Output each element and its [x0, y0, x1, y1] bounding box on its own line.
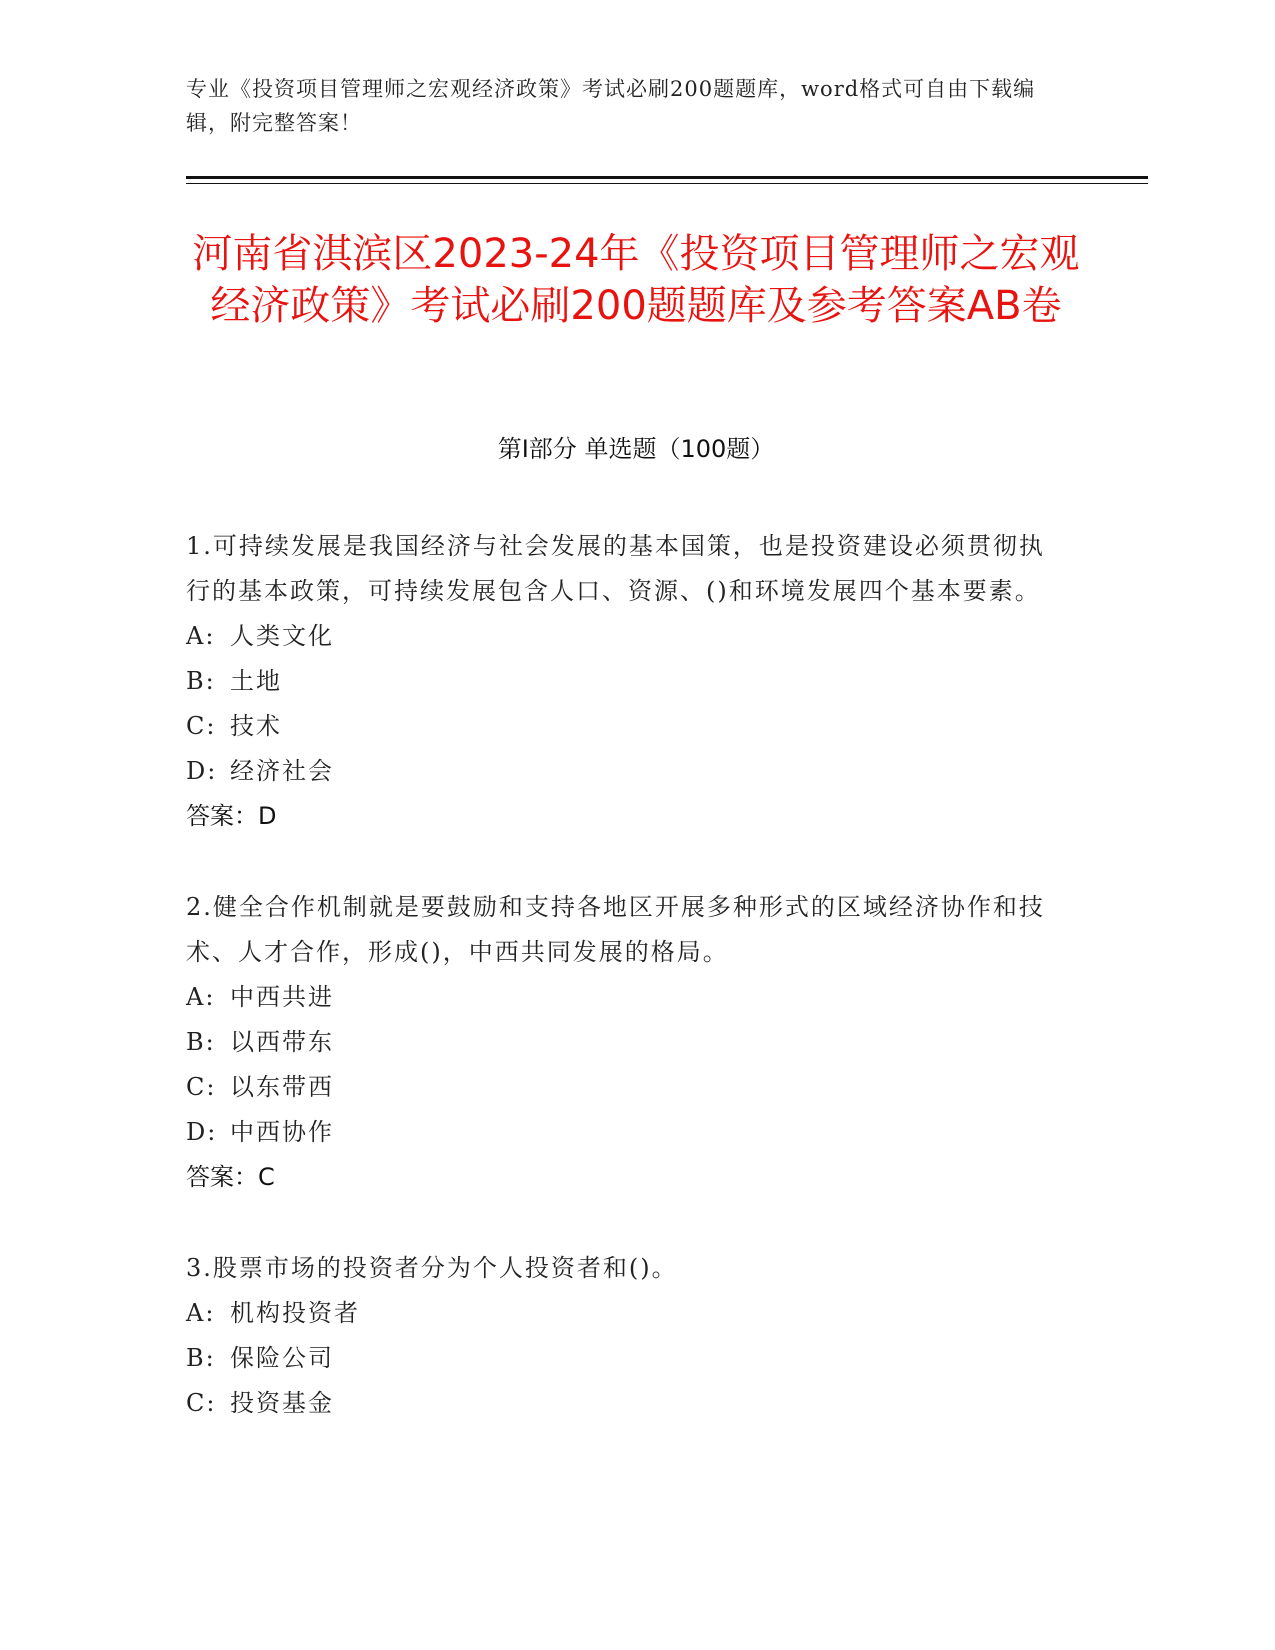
header-divider-thick [186, 176, 1148, 179]
option-a [186, 614, 1066, 659]
option-text: 以东带西 [230, 1073, 334, 1101]
answer-line: 答案：D [186, 802, 277, 830]
header-divider-thin [186, 183, 1148, 184]
option-d [186, 749, 1066, 794]
option-c [186, 1065, 1066, 1110]
question-list [186, 524, 1066, 1472]
option-b [186, 1336, 1066, 1381]
option-text: 土地 [230, 667, 282, 695]
option-text: 中西共进 [230, 983, 334, 1011]
option-text: 以西带东 [230, 1028, 334, 1056]
option-text: 人类文化 [230, 622, 334, 650]
option-text: 保险公司 [230, 1344, 334, 1372]
option-text: 技术 [230, 712, 282, 740]
option-c [186, 704, 1066, 749]
option-text: 中西协作 [230, 1118, 334, 1146]
option-text: 经济社会 [230, 757, 334, 785]
document-title: 河南省淇滨区2023-24年《投资项目管理师之宏观经济政策》考试必刷200题题库及参考答案AB卷 [192, 231, 1080, 329]
option-b [186, 1020, 1066, 1065]
option-key: A: [186, 1299, 216, 1327]
option-text: 投资基金 [230, 1389, 334, 1417]
option-key: D: [186, 1118, 218, 1146]
option-c [186, 1381, 1066, 1426]
option-key: B: [186, 1344, 216, 1372]
option-text: 机构投资者 [230, 1299, 360, 1327]
option-b [186, 659, 1066, 704]
section-title: 第Ⅰ部分 单选题（100题） [497, 435, 775, 463]
option-key: D: [186, 757, 218, 785]
option-key: B: [186, 1028, 216, 1056]
option-key: A: [186, 983, 216, 1011]
option-key: C: [186, 1389, 217, 1417]
question-2 [186, 885, 1066, 1200]
option-key: B: [186, 667, 216, 695]
option-key: A: [186, 622, 216, 650]
header-note: 专业《投资项目管理师之宏观经济政策》考试必刷200题题库，word格式可自由下载编辑，附完整答案！ [186, 77, 1036, 135]
option-d [186, 1110, 1066, 1155]
question-1 [186, 524, 1066, 839]
question-stem: 1.可持续发展是我国经济与社会发展的基本国策，也是投资建设必须贯彻执行的基本政策，可持续发展包含人口、资源、()和环境发展四个基本要素。 [186, 532, 1045, 605]
option-key: C: [186, 712, 217, 740]
question-stem: 2.健全合作机制就是要鼓励和支持各地区开展多种形式的区域经济协作和技术、人才合作，形成()，中西共同发展的格局。 [186, 893, 1045, 966]
option-a [186, 975, 1066, 1020]
option-a [186, 1291, 1066, 1336]
question-stem: 3.股票市场的投资者分为个人投资者和()。 [186, 1254, 678, 1282]
option-key: C: [186, 1073, 217, 1101]
answer-line: 答案：C [186, 1163, 275, 1191]
question-3 [186, 1246, 1066, 1426]
